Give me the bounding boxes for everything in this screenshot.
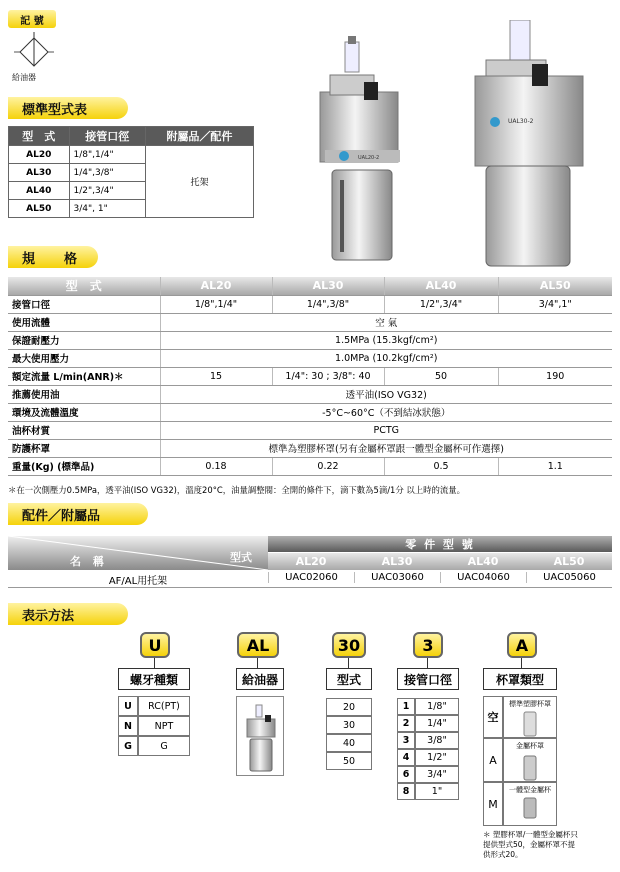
spec-row-name: 接管口徑 (8, 295, 160, 313)
thread-desc: NPT (138, 716, 190, 736)
spec-table (8, 277, 612, 476)
photo-label-large: UAL30-2 (508, 118, 534, 125)
spec-row-name: 使用流體 (8, 313, 160, 331)
symbol-caption: 給油器 (12, 73, 36, 82)
code-box-type: AL (237, 632, 279, 658)
std-model: AL50 (9, 200, 70, 218)
spec-cell: 15 (160, 367, 272, 385)
port-size: 1/4" (415, 715, 459, 732)
bowl-code: M (483, 782, 503, 826)
product-photo (300, 20, 600, 270)
spec-cell: 1/2",3/4" (384, 295, 498, 313)
parts-corner-header (8, 536, 268, 570)
port-code: 3 (397, 732, 415, 749)
spec-row-name: 推薦使用油 (8, 385, 160, 403)
bowl-note: ＊ 塑膠杯罩/一體型金屬杯只提供型式50，金屬杯罩不提供形式20。 (483, 830, 578, 859)
spec-cell: 1.1 (498, 457, 612, 475)
thread-code: U (118, 696, 138, 716)
spec-row-name: 防護杯罩 (8, 439, 160, 457)
model-option: 40 (326, 734, 372, 752)
thread-desc: RC(PT) (138, 696, 190, 716)
thread-code: N (118, 716, 138, 736)
port-code: 1 (397, 698, 415, 715)
lubricator-symbol-icon (14, 32, 54, 76)
std-accessory: 托架 (145, 146, 253, 218)
bowl-icons (520, 708, 540, 820)
spec-cell: 50 (384, 367, 498, 385)
std-header-port: 接管口徑 (69, 127, 145, 146)
spec-cell: 1/4": 30 ; 3/8": 40 (272, 367, 384, 385)
spec-cell: 0.5 (384, 457, 498, 475)
spec-cell: 1/4",3/8" (272, 295, 384, 313)
parts-section-title: 配件／附屬品 (8, 503, 148, 525)
port-code: 8 (397, 783, 415, 800)
spec-cell: 透平油(ISO VG32) (160, 385, 612, 403)
spec-cell: PCTG (160, 421, 612, 439)
model-option: 50 (326, 752, 372, 770)
bowl-desc: 一體型金屬杯 (503, 782, 557, 826)
plastic-bowl-icon (524, 712, 536, 736)
std-port: 3/4", 1" (69, 200, 145, 218)
parts-name-label: 名 稱 (70, 555, 108, 568)
spec-cell: 標準為塑膠杯罩(另有金屬杯罩跟一體型金屬杯可作選擇) (160, 439, 612, 457)
spec-cell: 0.18 (160, 457, 272, 475)
photo-label-small: UAL20-2 (358, 155, 380, 161)
code-box-port: 3 (413, 632, 443, 658)
spec-cell: 0.22 (272, 457, 384, 475)
std-port: 1/4",3/8" (69, 164, 145, 182)
std-model: AL40 (9, 182, 70, 200)
std-port: 1/8",1/4" (69, 146, 145, 164)
parts-row-name: AF/AL用托架 (108, 576, 168, 587)
spec-cell: 1.0MPa (10.2kgf/cm²) (160, 349, 612, 367)
lubricator-icon (237, 697, 283, 775)
parts-code: UAC04060 (440, 572, 526, 583)
std-header-model: 型 式 (9, 127, 70, 146)
order-section-title: 表示方法 (8, 603, 128, 625)
std-section-title: 標準型式表 (8, 97, 128, 119)
spec-row-name: 環境及流體溫度 (8, 403, 160, 421)
parts-model-col: AL50 (526, 553, 612, 570)
spec-note: ＊在一次側壓力0.5MPa，透平油(ISO VG32)，溫度20°C，油量調整閥：全開的條件下，滴下數為5滴/1分 以上時的流量。 (8, 485, 466, 495)
parts-model-col: AL20 (268, 553, 354, 570)
thread-code: G (118, 736, 138, 756)
spec-row-name: 保證耐壓力 (8, 331, 160, 349)
parts-model-label: 型式 (230, 551, 252, 564)
spec-cell: 1.5MPa (15.3kgf/cm²) (160, 331, 612, 349)
std-table (8, 126, 254, 218)
bowl-desc: 金屬杯罩 (503, 738, 557, 782)
bowl-code: A (483, 738, 503, 782)
spec-cell: 3/4",1" (498, 295, 612, 313)
parts-model-col: AL30 (354, 553, 440, 570)
port-size: 1" (415, 783, 459, 800)
model-option: 30 (326, 716, 372, 734)
label-lubricator: 給油器 (236, 668, 284, 690)
spec-cell: 空 氣 (160, 313, 612, 331)
port-size: 1/2" (415, 749, 459, 766)
bowl-code: 空 (483, 696, 503, 738)
spec-header-col: AL30 (272, 277, 384, 295)
code-box-thread: U (140, 632, 170, 658)
parts-top-header: 零 件 型 號 (268, 536, 612, 552)
parts-code: UAC05060 (526, 572, 612, 583)
metal-bowl-icon (524, 756, 536, 780)
bowl-desc: 標準塑膠杯罩 (503, 696, 557, 738)
parts-code: UAC02060 (268, 572, 354, 583)
thread-desc: G (138, 736, 190, 756)
spec-row-name: 額定流量 L/min(ANR)＊ (8, 367, 160, 385)
port-size: 1/8" (415, 698, 459, 715)
integral-bowl-icon (524, 798, 536, 818)
std-port: 1/2",3/4" (69, 182, 145, 200)
symbol-title: 記 號 (8, 10, 56, 28)
port-code: 2 (397, 715, 415, 732)
label-port: 接管口徑 (397, 668, 459, 690)
spec-header-col: AL40 (384, 277, 498, 295)
lubricator-image-box (236, 696, 284, 776)
std-model: AL20 (9, 146, 70, 164)
label-thread: 螺牙種類 (118, 668, 190, 690)
spec-section-title: 規 格 (8, 246, 98, 268)
spec-header-model: 型 式 (8, 277, 160, 295)
port-code: 4 (397, 749, 415, 766)
code-box-bowl: A (507, 632, 537, 658)
label-bowl: 杯罩類型 (483, 668, 557, 690)
std-model: AL30 (9, 164, 70, 182)
port-size: 3/8" (415, 732, 459, 749)
parts-model-col: AL40 (440, 553, 526, 570)
spec-cell: 190 (498, 367, 612, 385)
code-box-model: 30 (332, 632, 366, 658)
port-code: 6 (397, 766, 415, 783)
model-option: 20 (326, 698, 372, 716)
spec-row-name: 重量(Kg) (標準品) (8, 457, 160, 475)
std-header-accessory: 附屬品／配件 (145, 127, 253, 146)
spec-cell: 1/8",1/4" (160, 295, 272, 313)
spec-row-name: 油杯材質 (8, 421, 160, 439)
parts-code: UAC03060 (354, 572, 440, 583)
spec-header-col: AL20 (160, 277, 272, 295)
spec-row-name: 最大使用壓力 (8, 349, 160, 367)
port-size: 3/4" (415, 766, 459, 783)
label-model: 型式 (326, 668, 372, 690)
spec-cell: -5°C~60°C（不到結冰狀態） (160, 403, 612, 421)
spec-header-col: AL50 (498, 277, 612, 295)
